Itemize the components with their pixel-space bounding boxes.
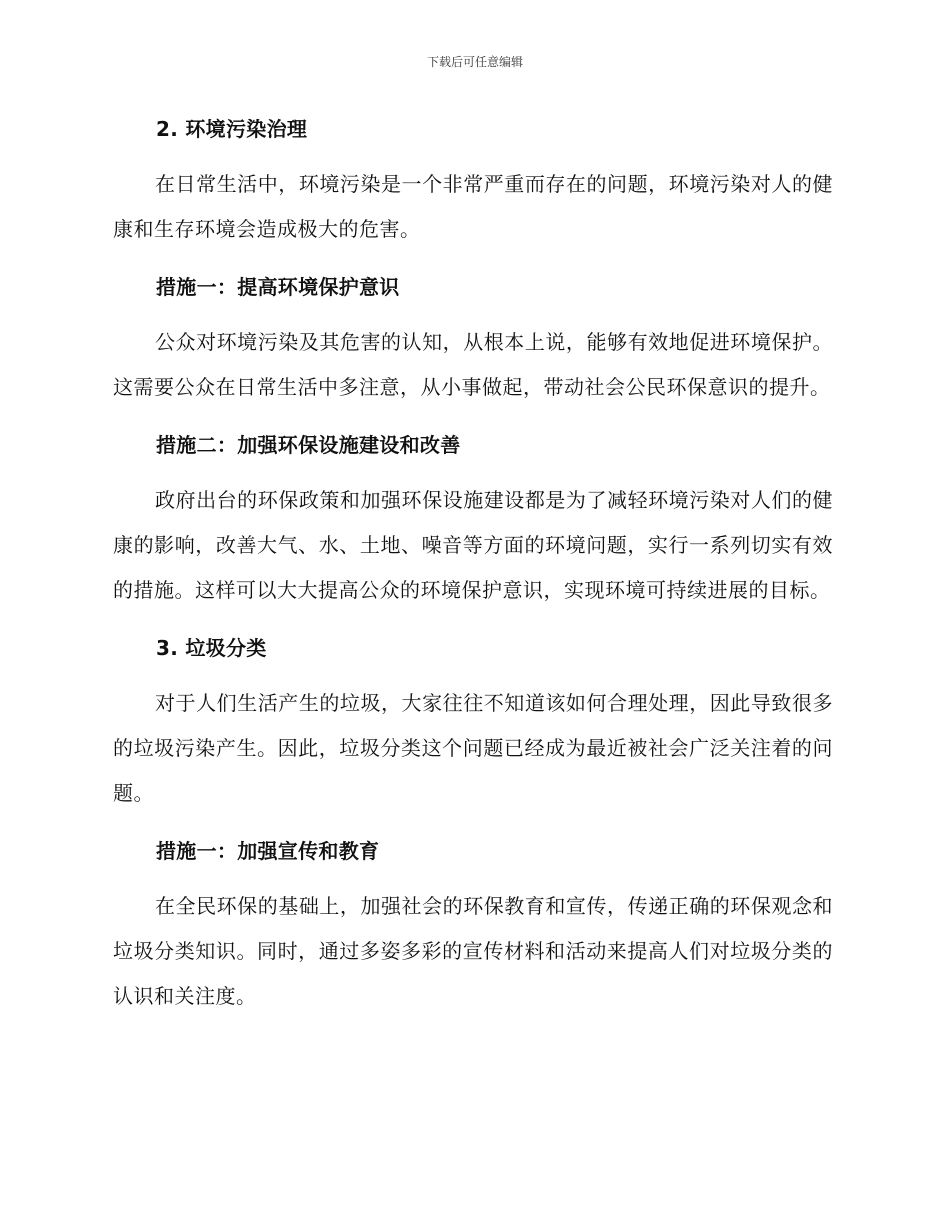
section-2-measure-2-heading: 措施二：加强环保设施建设和改善 [156,433,461,457]
section-2-measure-2-text: 政府出台的环保政策和加强环保设施建设都是为了减轻环境污染对人们的健康的影响，改善大气、水、土地、噪音等方面的环境问题，实行一系列切实有效的措施。这样可以大大提高公众的环境保护意识，实现环境可持续进展的目标。 [113,488,833,602]
section-3-measure-1-heading: 措施一：加强宣传和教育 [156,839,380,863]
page-header: 下载后可任意编辑 [426,55,523,69]
section-3-intro: 对于人们生活产生的垃圾，大家往往不知道该如何合理处理，因此导致很多的垃圾污染产生。因此，垃圾分类这个问题已经成为最近被社会广泛关注着的问题。 [113,691,833,805]
section-2-heading: 2. 环境污染治理 [156,117,308,141]
section-2-measure-1-heading: 措施一：提高环境保护意识 [156,275,400,299]
section-3-measure-1-text: 在全民环保的基础上，加强社会的环保教育和宣传，传递正确的环保观念和垃圾分类知识。同时，通过多姿多彩的宣传材料和活动来提高人们对垃圾分类的认识和关注度。 [113,894,833,1008]
section-2-intro: 在日常生活中，环境污染是一个非常严重而存在的问题，环境污染对人的健康和生存环境会造成极大的危害。 [113,172,833,241]
section-3-heading: 3. 垃圾分类 [156,636,267,660]
section-2-measure-1-text: 公众对环境污染及其危害的认知，从根本上说，能够有效地促进环境保护。这需要公众在日常生活中多注意，从小事做起，带动社会公民环保意识的提升。 [113,330,833,399]
document-body [113,108,833,1019]
